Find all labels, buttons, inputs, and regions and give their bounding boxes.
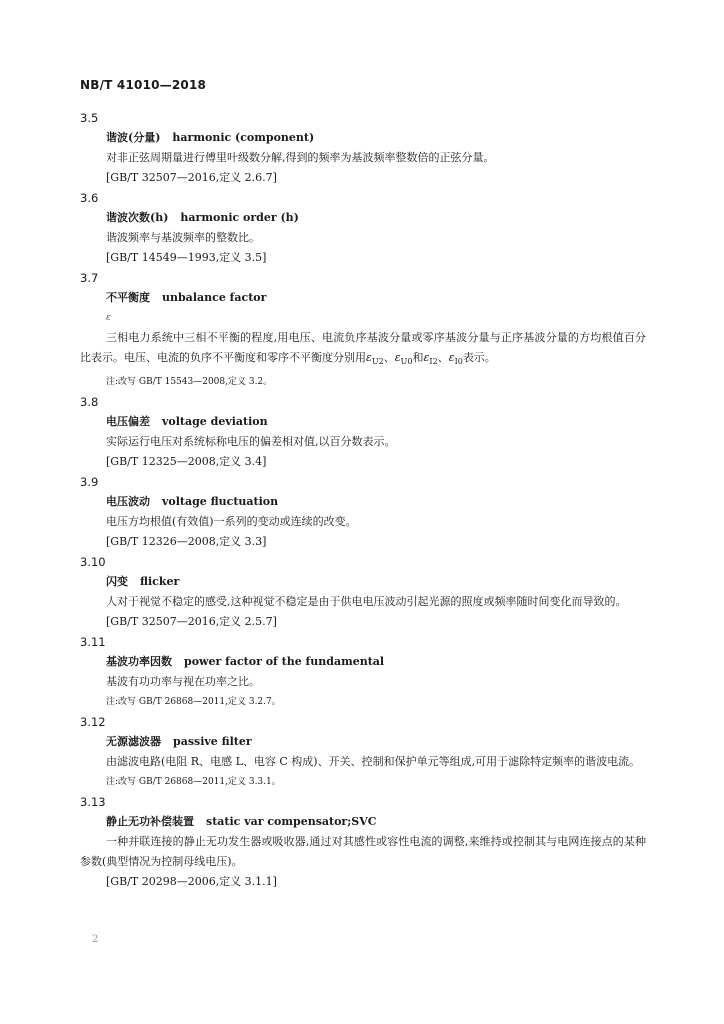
clause-number: 3.12 <box>80 715 106 730</box>
term-entry <box>80 108 646 188</box>
term-list <box>80 108 646 892</box>
term-zh: 无源滤波器 <box>106 735 161 749</box>
term-title <box>80 288 646 308</box>
term-source: [GB/T 12325—2008,定义 3.4] <box>106 455 267 469</box>
term-en: static var compensator;SVC <box>206 815 377 829</box>
symbol-epsilon: ε <box>423 351 430 364</box>
term-title <box>80 572 646 592</box>
term-entry <box>80 268 646 392</box>
term-entry <box>80 552 646 632</box>
term-title <box>80 812 646 832</box>
term-en: harmonic order (h) <box>180 211 299 224</box>
term-source: [GB/T 12326—2008,定义 3.3] <box>106 535 267 549</box>
clause-number: 3.11 <box>80 635 106 650</box>
conjunction: 和 <box>412 351 424 364</box>
term-symbol: ε <box>106 313 111 323</box>
term-title <box>80 128 646 148</box>
term-definition: 由滤波电路(电阻 R、电感 L、电容 C 构成)、开关、控制和保护单元等组成,可用于滤除特定频率的谐波电流。 <box>106 755 641 769</box>
term-zh: 电压偏差 <box>106 415 150 429</box>
term-en: unbalance factor <box>162 291 267 304</box>
symbol-subscript: I2 <box>429 357 438 367</box>
term-entry <box>80 392 646 472</box>
term-definition: 基波有功功率与视在功率之比。 <box>106 675 260 689</box>
standard-header: NB/T 41010—2018 <box>80 78 207 92</box>
term-entry <box>80 472 646 552</box>
term-definition <box>80 328 646 372</box>
term-note: 注:改写 GB/T 15543—2008,定义 3.2。 <box>106 377 273 388</box>
term-entry <box>80 188 646 268</box>
term-title <box>80 652 646 672</box>
clause-number: 3.5 <box>80 111 99 125</box>
term-title <box>80 412 646 432</box>
term-title <box>80 492 646 512</box>
term-definition: 人对于视觉不稳定的感受,这种视觉不稳定是由于供电电压波动引起光源的照度或频率随时间变化而导致的。 <box>106 595 627 609</box>
term-source: [GB/T 14549—1993,定义 3.5] <box>106 251 267 264</box>
term-en: voltage deviation <box>162 415 268 429</box>
term-zh: 谐波次数(h) <box>106 211 169 224</box>
symbol-epsilon: ε <box>394 351 401 364</box>
symbol-subscript: I0 <box>454 357 463 367</box>
term-zh: 电压波动 <box>106 495 150 509</box>
term-entry <box>80 792 646 892</box>
clause-number: 3.7 <box>80 271 99 285</box>
term-definition: 谐波频率与基波频率的整数比。 <box>106 231 260 244</box>
term-definition: 一种并联连接的静止无功发生器或吸收器,通过对其感性或容性电流的调整,来维持或控制其与电网连接点的某种参数(典型情况为控制母线电压)。 <box>80 835 646 869</box>
symbol-subscript: U2 <box>371 357 384 367</box>
term-source: [GB/T 32507—2016,定义 2.5.7] <box>106 615 277 629</box>
symbol-epsilon: ε <box>448 351 455 364</box>
definition-end: 表示。 <box>462 351 496 364</box>
term-zh: 谐波(分量) <box>106 131 161 144</box>
term-definition: 电压方均根值(有效值)一系列的变动或连续的改变。 <box>106 515 357 529</box>
term-note: 注:改写 GB/T 26868—2011,定义 3.2.7。 <box>106 697 281 708</box>
term-zh: 基波功率因数 <box>106 655 172 669</box>
definition-text: 三相电力系统中三相不平衡的程度,用电压、电流负序基波分量或零序基波分量与正序基波分量的方均根值百分比表示。电压、电流的负序不平衡度和零序不平衡度分别用 <box>80 331 646 364</box>
term-source: [GB/T 20298—2006,定义 3.1.1] <box>106 875 277 889</box>
term-source: [GB/T 32507—2016,定义 2.6.7] <box>106 171 277 184</box>
term-en: power factor of the fundamental <box>184 655 385 669</box>
term-title <box>80 732 646 752</box>
symbol-subscript: U0 <box>400 357 413 367</box>
separator: 、 <box>383 351 395 364</box>
term-en: voltage fluctuation <box>162 495 279 509</box>
term-zh: 闪变 <box>106 575 128 589</box>
term-note: 注:改写 GB/T 26868—2011,定义 3.3.1。 <box>106 777 281 788</box>
term-title <box>80 208 646 228</box>
clause-number: 3.6 <box>80 191 99 205</box>
term-definition: 对非正弦周期量进行傅里叶级数分解,得到的频率为基波频率整数倍的正弦分量。 <box>106 151 495 164</box>
clause-number: 3.9 <box>80 475 99 490</box>
symbol-epsilon: ε <box>366 351 372 364</box>
page-number: 2 <box>92 934 99 945</box>
term-definition: 实际运行电压对系统标称电压的偏差相对值,以百分数表示。 <box>106 435 396 449</box>
term-en: harmonic (component) <box>172 131 315 144</box>
clause-number: 3.13 <box>80 795 106 810</box>
term-en: passive filter <box>173 735 252 749</box>
term-en: flicker <box>140 575 180 589</box>
term-zh: 不平衡度 <box>106 291 150 304</box>
clause-number: 3.8 <box>80 395 99 410</box>
term-entry <box>80 632 646 712</box>
separator: 、 <box>437 351 449 364</box>
term-entry <box>80 712 646 792</box>
clause-number: 3.10 <box>80 555 106 570</box>
term-zh: 静止无功补偿装置 <box>106 815 194 829</box>
